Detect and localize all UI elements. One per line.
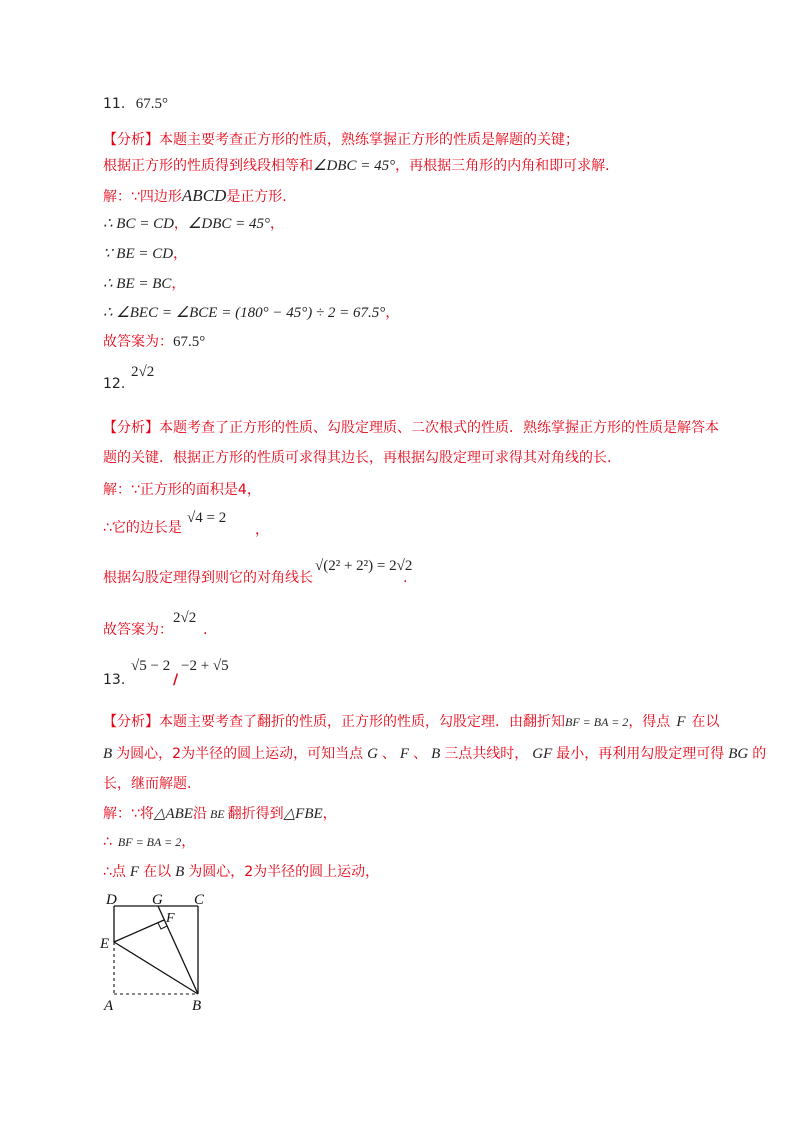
q13-an2-F: F xyxy=(399,746,410,762)
q12-diag-text: 根据勾股定理得到则它的对角线长 xyxy=(103,570,313,586)
label-A: A xyxy=(104,998,114,1014)
label-B: B xyxy=(192,998,202,1014)
label-D: D xyxy=(106,892,117,908)
q12-solution: 解：∵正方形的面积是4， xyxy=(103,482,261,498)
q13-step1-pre: ∴ xyxy=(103,834,112,850)
q12-diag-math: √(2² + 2²) = 2√2 xyxy=(315,558,413,574)
q13-step2-text-b: 在以 xyxy=(143,864,172,880)
q12-final-label: 故答案为： xyxy=(103,622,173,638)
q11-header xyxy=(103,94,168,114)
q13-an1-text-c: 在以 xyxy=(691,714,720,730)
q11-analysis-line2 xyxy=(103,156,610,176)
q13-an1-text-a: 【分析】本题主要考查了翻折的性质，正方形的性质，勾股定理．由翻折知 xyxy=(103,714,565,730)
q13-analysis-2 xyxy=(103,744,766,764)
q13-step2-text-a: ∴点 xyxy=(103,864,126,880)
q13-sol-text-a: 解：∵将 xyxy=(103,806,154,822)
q12-answer: 2√2 xyxy=(131,364,155,380)
q11-line2-text-a: 根据正方形的性质得到线段相等和 xyxy=(103,158,313,174)
q13-an2-B2: B xyxy=(431,746,441,762)
q12-analysis-2: 题的关键．根据正方形的性质可求得其边长，再根据勾股定理可求得其对角线的长. xyxy=(103,450,612,466)
segment-EF xyxy=(114,920,164,942)
q11-step2 xyxy=(103,244,187,264)
q13-analysis-3: 长，继而解题. xyxy=(103,776,192,792)
q13-sol-end: ， xyxy=(322,806,337,822)
q11-sol-text-b: 是正方形. xyxy=(226,189,287,205)
q11-step3-end: ， xyxy=(171,276,186,292)
q12-side-end: ， xyxy=(255,522,269,538)
q13-step1 xyxy=(103,832,195,852)
q12-number: 12. xyxy=(103,376,126,392)
q13-an2-text-d: 的 xyxy=(752,746,767,762)
q13-step2 xyxy=(103,862,379,882)
q13-sol-math2: BE xyxy=(209,807,225,821)
segment-GB xyxy=(158,906,198,994)
q13-an1-text-b: ，得点 xyxy=(628,714,671,730)
q13-analysis-1 xyxy=(103,712,719,732)
label-F: F xyxy=(166,911,175,926)
label-E: E xyxy=(100,936,110,952)
q12-side-text: ∴它的边长是 xyxy=(103,520,182,536)
q12-final-end: . xyxy=(203,622,208,638)
q13-answer-a: √5 − 2 xyxy=(131,658,171,674)
q12-diag-end: . xyxy=(403,570,408,586)
label-C: C xyxy=(194,892,205,908)
q12-analysis-1: 【分析】本题考查了正方形的性质、勾股定理质、二次根式的性质．熟练掌握正方形的性质是解答本 xyxy=(103,420,719,436)
q13-sol-text-b: 沿 xyxy=(192,806,207,822)
q13-step1-end: ， xyxy=(181,834,196,850)
q12-side-math: √4 = 2 xyxy=(187,510,227,526)
q11-step3-math: ∴ BE = BC xyxy=(103,276,172,292)
q11-line2-text-b: ，再根据三角形的内角和即可求解. xyxy=(395,158,610,174)
q11-analysis: 【分析】本题主要考查正方形的性质，熟练掌握正方形的性质是解题的关键； xyxy=(103,132,579,148)
label-G: G xyxy=(152,892,163,908)
q13-sol-text-c: 翻折得到 xyxy=(227,806,284,822)
q13-sol-math1: △ABE xyxy=(153,806,193,822)
q13-an2-text-a: 为圆心，2为半径的圆上运动，可知当点 xyxy=(116,746,364,762)
q11-line2-math: ∠DBC = 45° xyxy=(313,158,396,174)
q13-number: 13. xyxy=(103,672,126,688)
q13-step1-math: BF = BA = 2 xyxy=(117,835,182,849)
q13-an2-B: B xyxy=(103,746,113,762)
q11-final-label: 故答案为： xyxy=(103,334,173,350)
q11-final-value: 67.5° xyxy=(173,334,206,350)
q11-step2-math: ∵ BE = CD xyxy=(103,246,174,262)
q11-step1-end: ， xyxy=(270,216,284,232)
q11-step1 xyxy=(103,214,284,234)
q11-number: 11. xyxy=(103,96,126,112)
q11-sol-math: ABCD xyxy=(181,186,227,205)
q11-final xyxy=(103,332,205,352)
q12-final-value: 2√2 xyxy=(173,610,197,626)
q13-solution xyxy=(103,804,337,824)
q13-step2-F: F xyxy=(129,864,140,880)
q13-an1-math: BF = BA = 2 xyxy=(565,715,629,729)
q13-an2-BG: BG xyxy=(728,746,749,762)
q13-answer-b: −2 + √5 xyxy=(181,658,229,674)
q13-an2-sep1: 、 xyxy=(381,746,396,762)
square-fold-figure xyxy=(98,892,218,1020)
q13-an2-G: G xyxy=(367,746,378,762)
q11-step1-math: ∴ BC = CD xyxy=(103,216,174,232)
q11-step4-math: ∴ ∠BEC = ∠BCE = (180° − 45°) ÷ 2 = 67.5° xyxy=(103,305,386,321)
q13-answer-sep: / xyxy=(173,672,179,688)
q13-an2-GF: GF xyxy=(532,746,553,762)
q13-sol-math3: △FBE xyxy=(283,806,323,822)
q11-step1-comma: ， xyxy=(173,216,188,232)
q11-answer: 67.5° xyxy=(135,96,168,112)
q13-step2-text-c: 为圆心，2为半径的圆上运动， xyxy=(188,864,380,880)
q13-an1-F: F xyxy=(676,714,686,730)
q11-step4-end: ， xyxy=(385,305,400,321)
segment-EB xyxy=(114,942,198,994)
q13-an2-sep2: 、 xyxy=(413,746,428,762)
q11-step1-math2: ∠DBC = 45° xyxy=(187,216,270,232)
q11-sol-text-a: 解：∵四边形 xyxy=(103,189,182,205)
q11-step2-end: ， xyxy=(173,246,188,262)
q11-step4 xyxy=(103,303,399,323)
q13-an2-text-b: 三点共线时， xyxy=(444,746,529,762)
q13-step2-B: B xyxy=(175,864,185,880)
q13-an2-text-c: 最小，再利用勾股定理可得 xyxy=(556,746,725,762)
q11-step3 xyxy=(103,274,185,294)
q11-solution-intro xyxy=(103,186,287,207)
